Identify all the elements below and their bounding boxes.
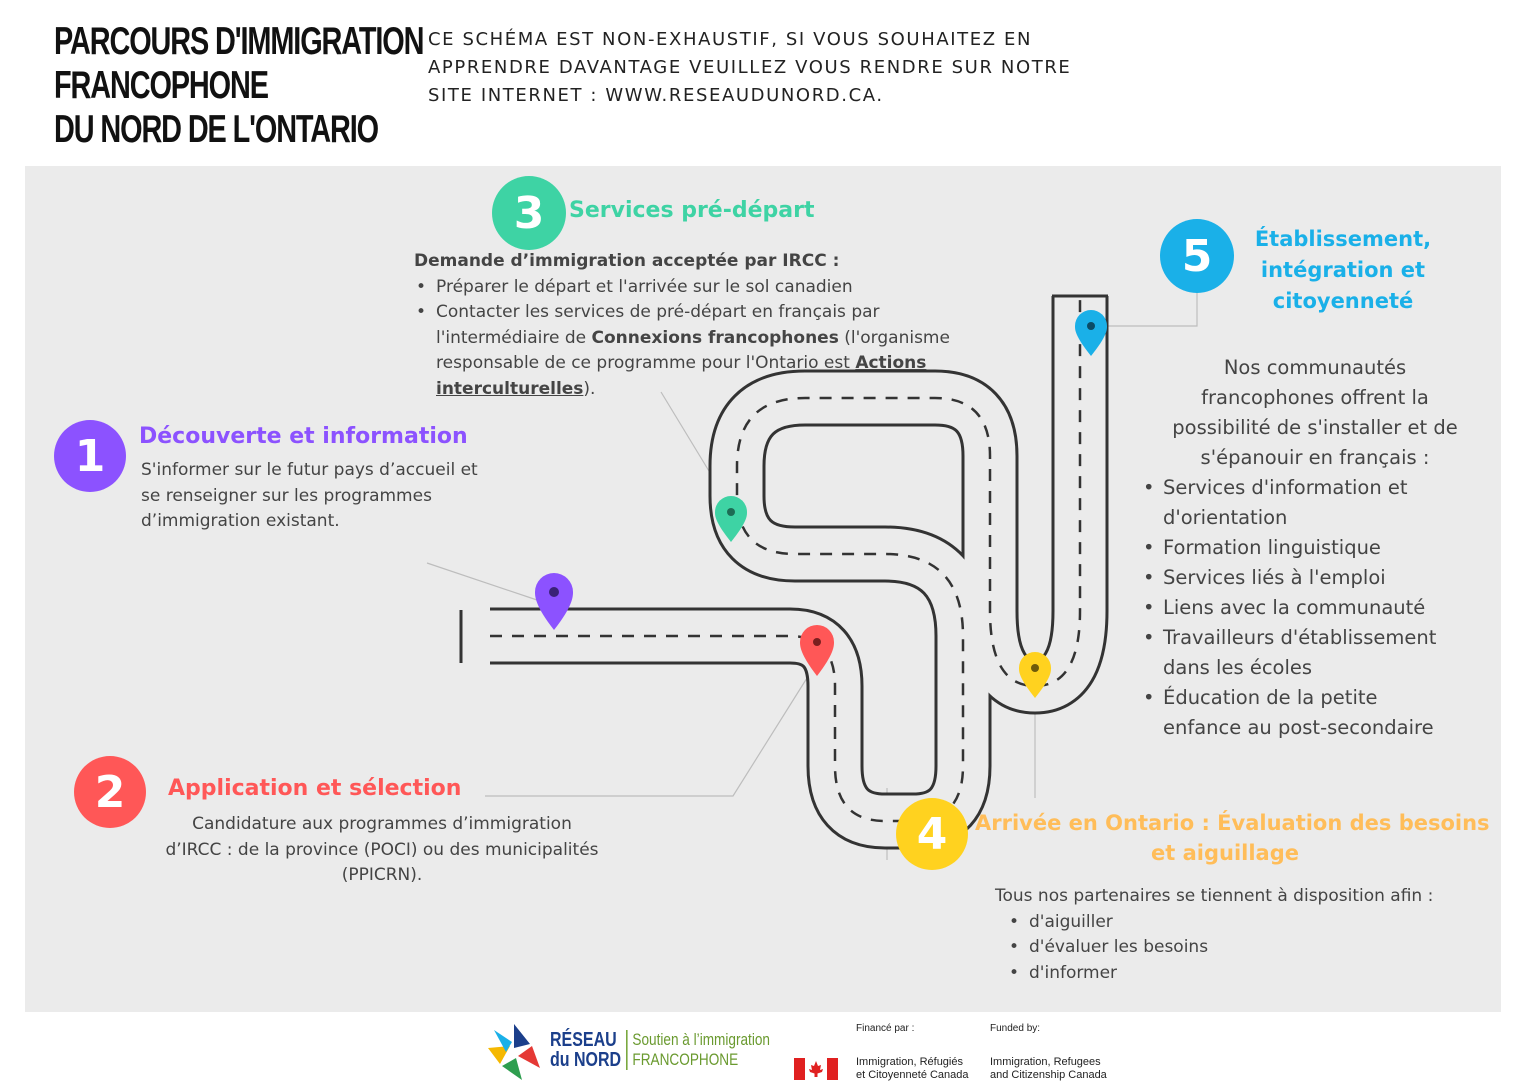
step-5-bullet: • Travailleurs d'établissement dans les écoles — [1141, 623, 1495, 683]
step-3-badge — [492, 176, 566, 250]
step-4-text — [995, 884, 1495, 986]
step-5-bullet: • Éducation de la petite enfance au post-secondaire — [1141, 683, 1495, 743]
step-5-number: 5 — [1181, 230, 1213, 282]
step-4-bullet: • d'évaluer les besoins — [1007, 935, 1495, 961]
step-2-badge — [74, 756, 146, 828]
step-3-number: 3 — [513, 187, 545, 239]
step-4-number: 4 — [916, 808, 948, 860]
step-4-bullet: • d'informer — [1007, 961, 1495, 987]
step-4-lead: Tous nos partenaires se tiennent à disposition afin : — [995, 886, 1434, 906]
step-4-badge — [896, 798, 968, 870]
step-5-bullet: • Services d'information et d'orientation — [1141, 473, 1495, 533]
intro-line-1: CE SCHÉMA EST NON-EXHAUSTIF, SI VOUS SOUHAITEZ EN — [428, 29, 1033, 50]
canada-flag-icon — [794, 1058, 838, 1080]
step-3-title: Services pré-départ — [569, 198, 815, 223]
step-1-number: 1 — [74, 430, 106, 482]
title-line-3: DU NORD DE L'ONTARIO — [54, 108, 379, 151]
step-2-number: 2 — [94, 766, 126, 818]
step-3-bullet-2: • Contacter les services de pré-départ en français par l'intermédiaire de Connexions francophones (l'organisme responsable de ce programme pour l'Ontario est Actions interculturelles). — [414, 300, 1014, 402]
department-name-fr: Immigration, Réfugiés et Citoyenneté Canada — [856, 1056, 969, 1081]
step-5-title: Établissement, intégration et citoyenneté — [1254, 227, 1432, 313]
intro-line-3: SITE INTERNET : WWW.RESEAUDUNORD.CA. — [428, 85, 884, 106]
step-5-list — [1135, 473, 1495, 743]
intro-line-2: APPRENDRE DAVANTAGE VEUILLEZ VOUS RENDRE SUR NOTRE — [428, 57, 1072, 78]
step-1-title: Découverte et information — [139, 424, 468, 449]
organization-tagline: Soutien à l’immigration FRANCOPHONE — [626, 1030, 770, 1070]
step-5-text — [1135, 353, 1495, 743]
connector-step-1 — [427, 563, 537, 600]
page-title — [54, 20, 423, 152]
funded-by-en: Funded by: — [990, 1023, 1041, 1034]
step-5-bullet: • Liens avec la communauté — [1141, 593, 1495, 623]
step-3-list — [414, 275, 1014, 403]
step-4-title: Arrivée en Ontario : Évaluation des besoins et aiguillage — [975, 811, 1490, 865]
connector-step-5 — [1097, 286, 1197, 326]
step-3-text — [414, 249, 1014, 402]
actions-interculturelles-link-part-2[interactable]: interculturelles — [436, 378, 584, 399]
step-5-bullet: • Formation linguistique — [1141, 533, 1495, 563]
step-2-text: Candidature aux programmes d’immigration d’IRCC : de la province (POCI) ou des municipalités (PPICRN). — [165, 814, 599, 885]
step-4-bullet: • d'aiguiller — [1007, 910, 1495, 936]
step-1-badge — [54, 420, 126, 492]
intro-text — [428, 26, 1188, 110]
step-5-intro: Nos communautés francophones offrent la possibilité de s'installer et de s'épanouir en français : — [1172, 356, 1458, 469]
connexions-francophones: Connexions francophones — [591, 327, 839, 348]
step-5-badge — [1160, 219, 1234, 293]
diagram-panel — [25, 166, 1501, 1012]
title-line-1: PARCOURS D'IMMIGRATION — [54, 20, 424, 63]
step-1-text: S'informer sur le futur pays d’accueil et se renseigner sur les programmes d’immigration existant. — [141, 460, 478, 531]
funded-by-fr: Financé par : — [856, 1023, 915, 1034]
organization-name: RÉSEAU du NORD — [550, 1029, 622, 1071]
step-2-title: Application et sélection — [168, 776, 462, 801]
step-3-lead: Demande d’immigration acceptée par IRCC : — [414, 251, 840, 271]
department-name-en: Immigration, Refugees and Citizenship Canada — [990, 1056, 1107, 1081]
reseau-du-nord-logo-icon — [486, 1022, 542, 1082]
title-line-2: FRANCOPHONE — [54, 64, 268, 107]
step-3-bullet-1: • Préparer le départ et l'arrivée sur le sol canadien — [414, 275, 1014, 301]
step-5-bullet: • Services liés à l'emploi — [1141, 563, 1495, 593]
connector-step-2 — [485, 678, 807, 796]
actions-interculturelles-link-part-1[interactable]: Actions — [855, 353, 927, 373]
step-4-list — [995, 910, 1495, 987]
